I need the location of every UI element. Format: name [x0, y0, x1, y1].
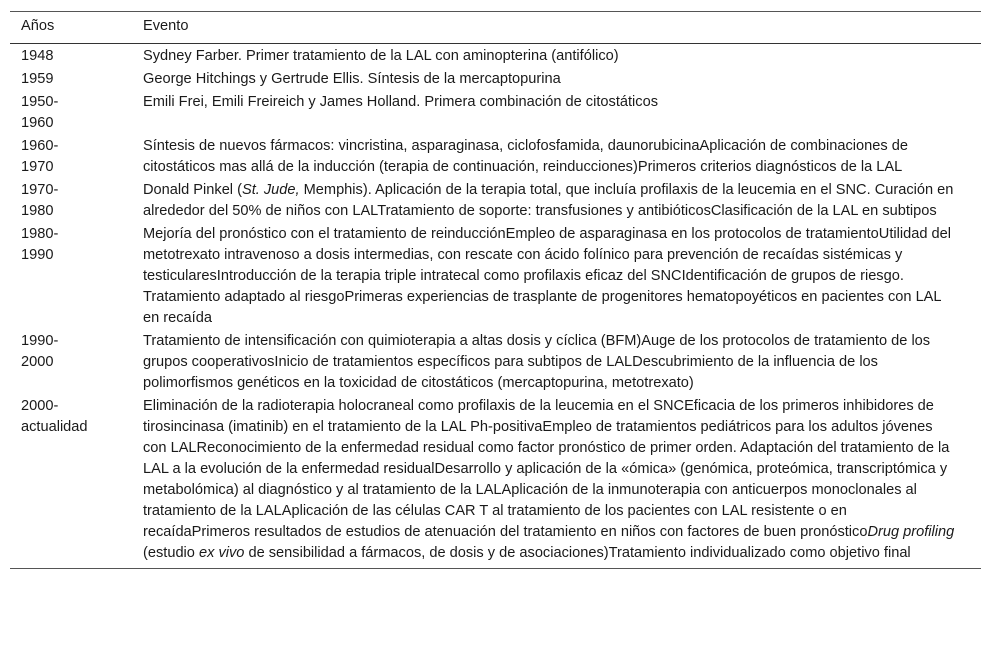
year-cell: [10, 44, 143, 70]
event-text: de sensibilidad a fármacos, de dosis y de asociaciones)Tratamiento individualizado como objetivo final: [244, 545, 911, 561]
table-row: [10, 396, 981, 569]
event-text: George Hitchings y Gertrude Ellis. Síntesis de la mercaptopurina: [143, 71, 561, 87]
event-text: Donald Pinkel (: [143, 182, 242, 198]
table-body: [10, 44, 981, 569]
year-text: 1948: [21, 48, 54, 64]
event-text-italic: St. Jude,: [241, 182, 300, 198]
year-text: 1970-: [21, 182, 59, 198]
year-text: 1959: [21, 71, 54, 87]
table-row: [10, 180, 981, 224]
table-row: [10, 92, 981, 136]
year-text: 2000: [21, 354, 54, 370]
history-table-container: [10, 11, 981, 569]
event-cell: [143, 92, 981, 136]
header-event: Evento: [143, 12, 981, 44]
event-cell: [143, 331, 981, 396]
table-row: [10, 44, 981, 70]
year-text: 1990: [21, 247, 54, 263]
table-row: [10, 136, 981, 180]
table-row: [10, 69, 981, 92]
year-text: actualidad: [21, 419, 88, 435]
event-cell: [143, 44, 981, 70]
year-text: 1970: [21, 159, 54, 175]
event-text-italic: Drug profiling: [867, 524, 955, 540]
header-years: Años: [10, 12, 143, 44]
event-text: Memphis). Aplicación de la terapia total, que incluía profilaxis de la leucemia en el SNC. Curación en alrededor del 50% de niños con LALTratamiento de soporte: transfusiones y antibióticosClasificación de la LAL en subtipos: [143, 182, 954, 219]
history-table: [10, 11, 981, 569]
year-cell: [10, 331, 143, 396]
year-text: 1960: [21, 115, 54, 131]
header-row: [10, 12, 981, 44]
year-text: 1990-: [21, 333, 59, 349]
event-text: Tratamiento de intensificación con quimioterapia a altas dosis y cíclica (BFM)Auge de los protocolos de tratamiento de los grupos cooperativosInicio de tratamientos específicos para subtipos de LALDescubrimiento de la influencia de los polimorfismos genéticos en la toxicidad de citostáticos (mercaptopurina, metotrexato): [143, 333, 931, 391]
year-cell: [10, 136, 143, 180]
year-cell: [10, 224, 143, 331]
event-text: (estudio: [143, 545, 199, 561]
event-text: Mejoría del pronóstico con el tratamiento de reinducciónEmpleo de asparaginasa en los protocolos de tratamientoUtilidad del metotrexato intravenoso a dosis intermedias, con rescate con ácido folínico para prevención de recaídas sistémicas y testicularesIntroducción de la terapia triple intratecal como profilaxis eficaz del SNCIdentificación de grupos de riesgo. Tratamiento adaptado al riesgoPrimeras experiencias de trasplante de progenitores hematopoyéticos en pacientes con LAL en recaída: [143, 226, 951, 326]
event-text: Emili Frei, Emili Freireich y James Holland. Primera combinación de citostáticos: [143, 94, 658, 110]
year-cell: [10, 180, 143, 224]
event-text: Síntesis de nuevos fármacos: vincristina, asparaginasa, ciclofosfamida, daunorubicinaAplicación de combinaciones de citostáticos mas allá de la inducción (terapia de continuación, reinducciones)Primeros criterios diagnósticos de la LAL: [143, 138, 908, 175]
event-cell: [143, 224, 981, 331]
event-text-italic: ex vivo: [198, 545, 245, 561]
event-cell: [143, 396, 981, 569]
year-text: 1950-: [21, 94, 59, 110]
event-cell: [143, 180, 981, 224]
event-cell: [143, 69, 981, 92]
year-cell: [10, 396, 143, 569]
table-row: [10, 331, 981, 396]
table-row: [10, 224, 981, 331]
table-header: [10, 12, 981, 44]
year-cell: [10, 69, 143, 92]
event-text: Eliminación de la radioterapia holocraneal como profilaxis de la leucemia en el SNCEficacia de los primeros inhibidores de tirosincinasa (imatinib) en el tratamiento de la LAL Ph-positivaEmpleo de tratamientos pediátricos para los adultos jóvenes con LALReconocimiento de la enfermedad residual como factor pronóstico de primer orden. Adaptación del tratamiento de la LAL a la evolución de la enfermedad residualDesarrollo y aplicación de la «ómica» (genómica, proteómica, transcriptómica y metabolómica) al diagnóstico y al tratamiento de la LALAplicación de la inmunoterapia con anticuerpos monoclonales al tratamiento de la LALAplicación de las células CAR T al tratamiento de los pacientes con LAL resistente o en recaídaPrimeros resultados de estudios de atenuación del tratamiento en niños con factores de buen pronóstico: [143, 398, 950, 540]
year-cell: [10, 92, 143, 136]
event-cell: [143, 136, 981, 180]
event-text: Sydney Farber. Primer tratamiento de la LAL con aminopterina (antifólico): [143, 48, 619, 64]
year-text: 1980: [21, 203, 54, 219]
year-text: 1960-: [21, 138, 59, 154]
year-text: 1980-: [21, 226, 59, 242]
year-text: 2000-: [21, 398, 59, 414]
